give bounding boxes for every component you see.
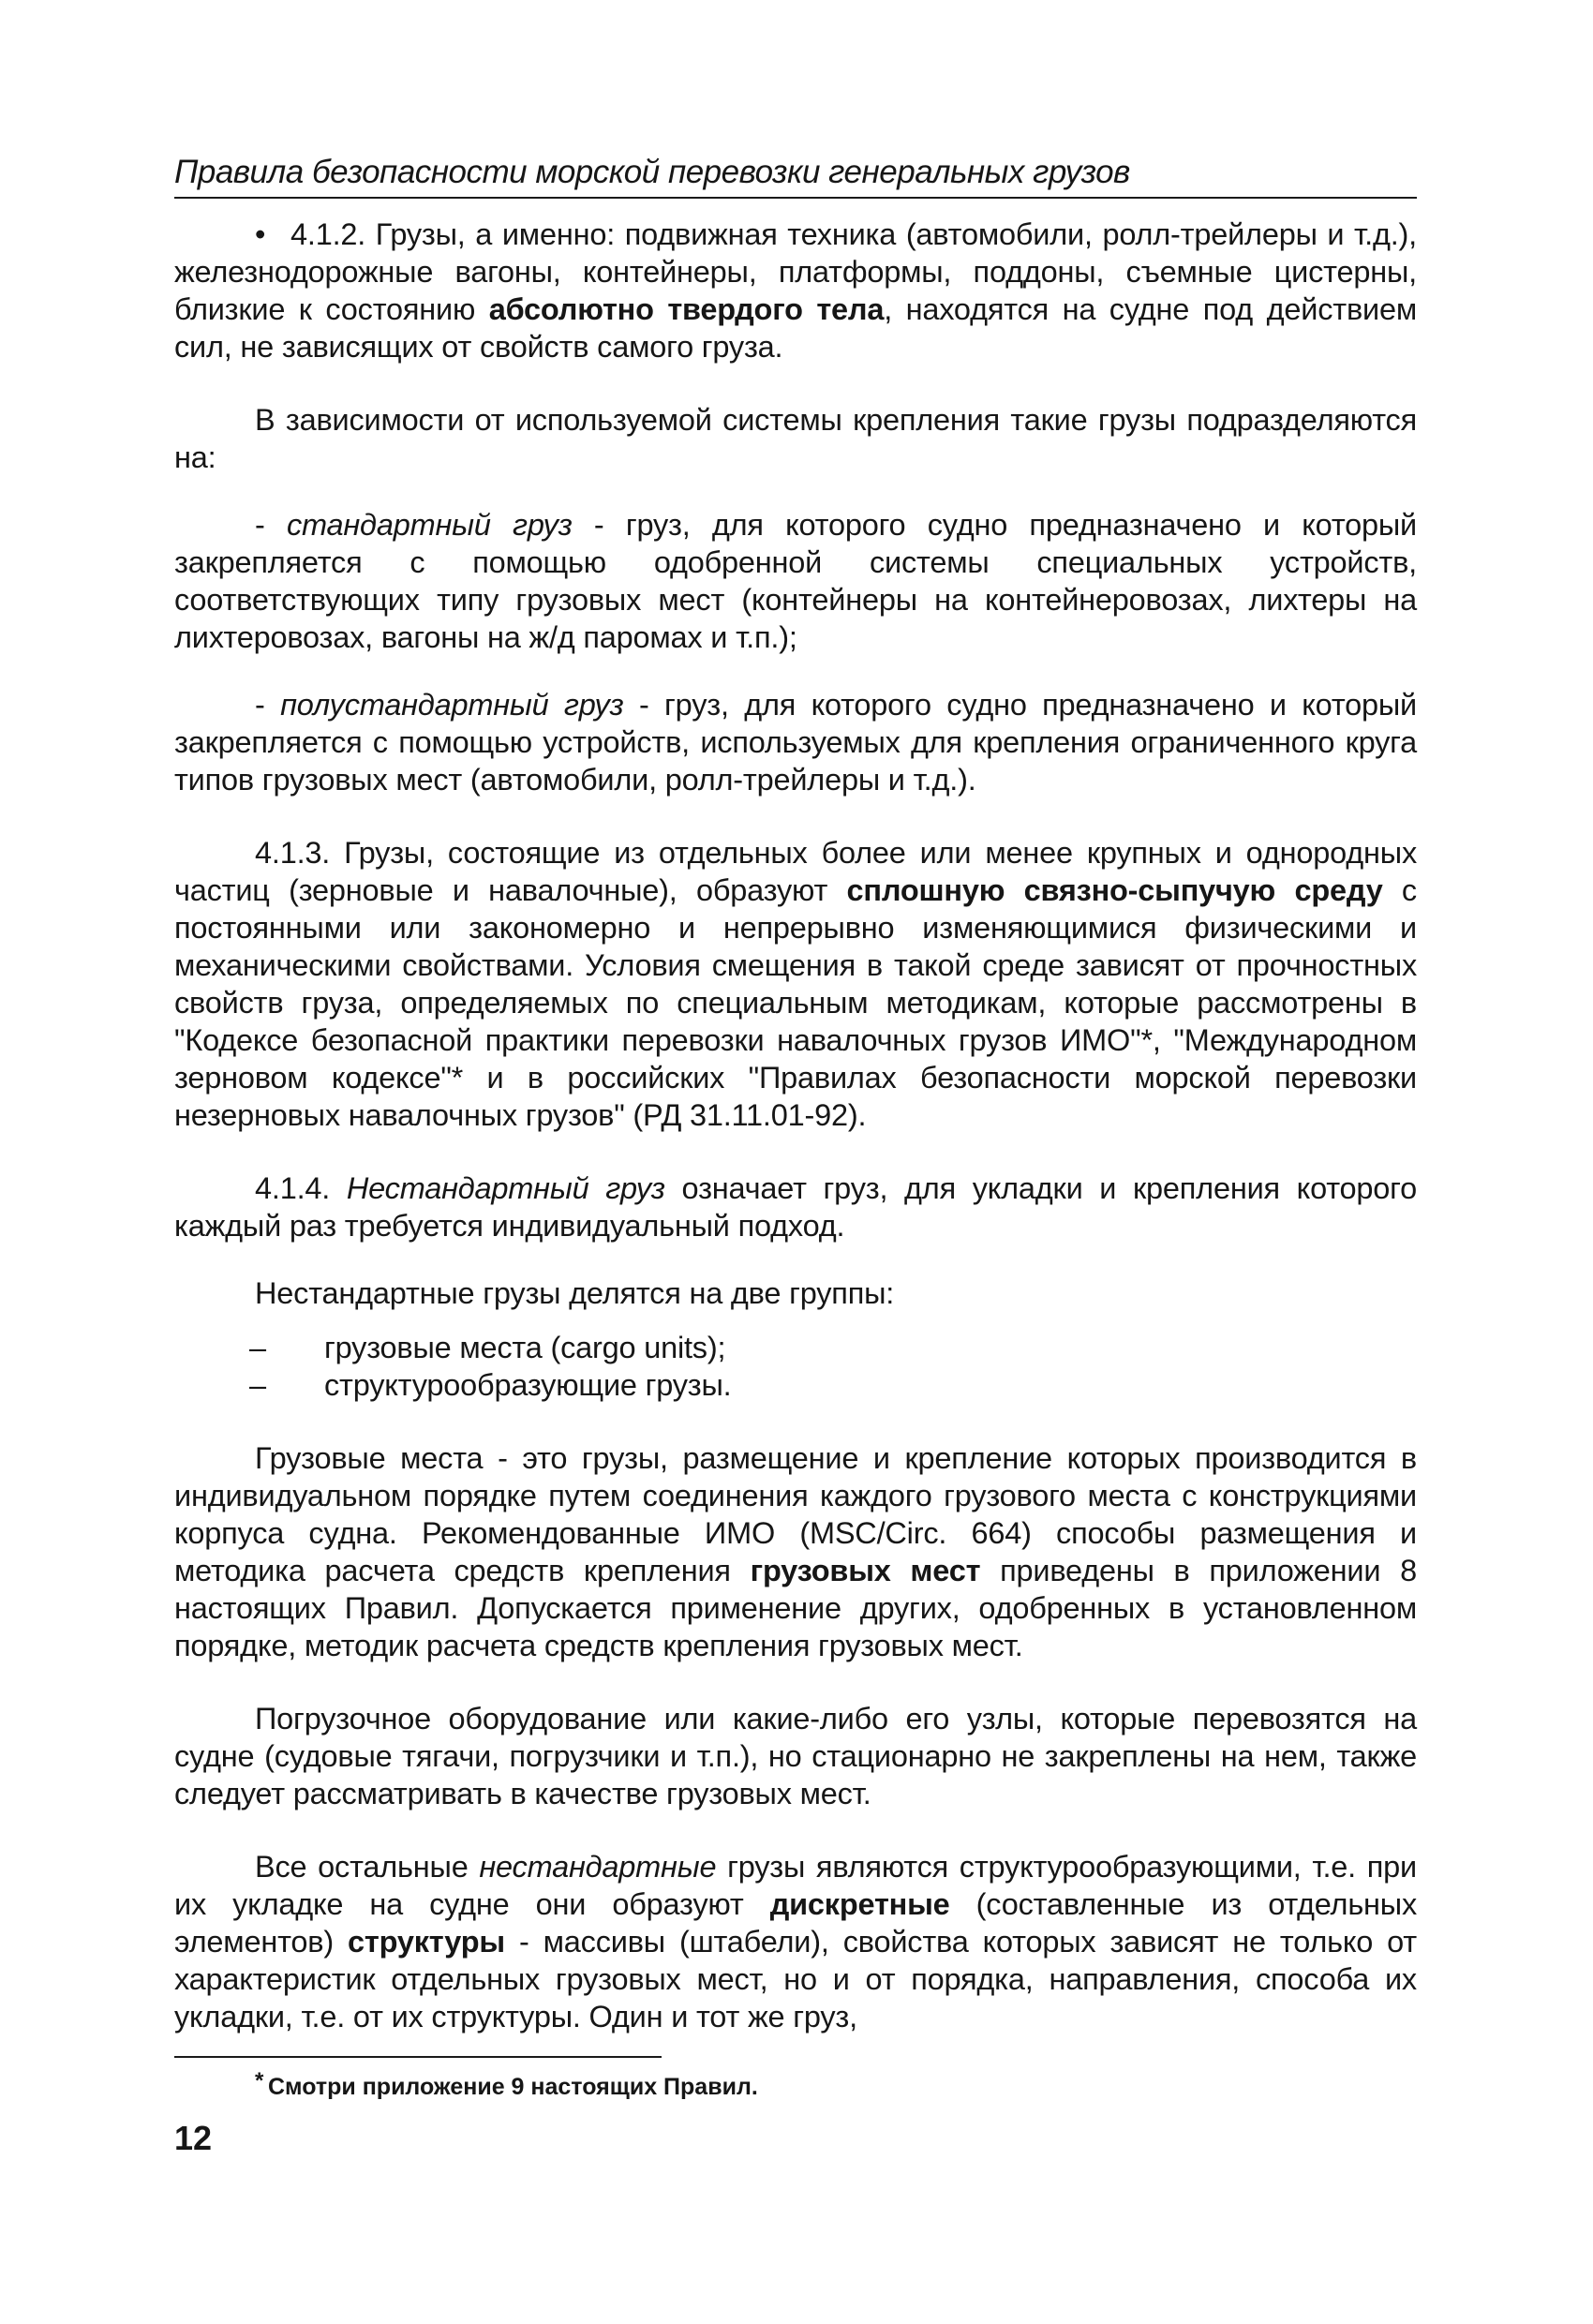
- italic-term: стандартный груз: [286, 508, 573, 542]
- bullet-mark: •: [255, 217, 266, 251]
- paragraph-text: Грузовые места - это грузы, размещение и крепление которых производится в индивидуальном порядке путем соединения каждого грузового места с конструкциями корпуса судна. Рекомендованные ИМО (MSC/Circ. 664) способы размещения и методика расчета средств крепления: [174, 1441, 1417, 1587]
- paragraph-text: -: [255, 508, 287, 542]
- bold-term: грузовых мест: [750, 1554, 981, 1587]
- cargo-group-list: [174, 1329, 1417, 1404]
- dash-mark: –: [249, 1368, 266, 1402]
- paragraph-text: 4.1.4.: [255, 1171, 347, 1205]
- dash-mark: –: [249, 1331, 266, 1364]
- paragraph-text: В зависимости от используемой системы крепления такие грузы подразделяются на:: [174, 403, 1417, 474]
- bold-term: сплошную связно-сыпучую среду: [846, 873, 1383, 907]
- paragraph-loading-equipment: [174, 1700, 1417, 1812]
- list-item-text: грузовые места (cargo units);: [324, 1331, 726, 1364]
- paragraph-text: , находятся на судне под действием сил, не зависящих от свойств самого груза.: [174, 292, 1417, 364]
- paragraph-text: (составленные из отдельных элементов): [174, 1887, 1418, 1959]
- italic-term: Нестандартный груз: [346, 1171, 665, 1205]
- paragraph-cargo-units: [174, 1439, 1417, 1664]
- page-body: [174, 216, 1417, 2035]
- paragraph-4-1-3: [174, 834, 1417, 1134]
- list-item-text: структурообразующие грузы.: [324, 1368, 732, 1402]
- paragraph-text: с постоянными или закономерно и непрерывно изменяющимися физическими и механическими свойствами. Условия смещения в такой среде зависят от прочностных свойств груза, определяемых по специальным методикам, которые рассмотрены в "Кодексе безопасной практики перевозки навалочных грузов ИМО"*, "Международном зерновом кодексе"* и в российских "Правилах безопасности морской перевозки незерновых навалочных грузов" (РД 31.11.01-92).: [174, 873, 1417, 1132]
- paragraph-text: -: [255, 688, 281, 722]
- paragraph-text: - массивы (штабели), свойства которых зависят не только от характеристик отдельных грузовых мест, но и от порядка, направления, способа их укладки, т.е. от их структуры. Один и тот же груз,: [174, 1925, 1417, 2034]
- paragraph-text: грузы являются структурообразующими, т.е. при их укладке на судне они образуют: [174, 1850, 1418, 1921]
- running-header: Правила безопасности морской перевозки генеральных грузов: [174, 150, 1417, 199]
- footnote-divider: [174, 2056, 662, 2058]
- italic-term: полустандартный груз: [280, 688, 624, 722]
- footnote: [255, 2068, 758, 2101]
- paragraph-text: Нестандартные грузы делятся на две группы:: [255, 1276, 895, 1310]
- bold-term: дискретные: [769, 1887, 950, 1921]
- paragraph-text: - груз, для которого судно предназначено и который закрепляется с помощью одобренной системы специальных устройств, соответствующих типу грузовых мест (контейнеры на контейнеровозах, лихтеры на лихтеровозах, вагоны на ж/д паромах и т.п.);: [174, 508, 1418, 654]
- paragraph-two-groups: [174, 1274, 1417, 1312]
- italic-term: нестандартные: [479, 1850, 717, 1884]
- paragraph-semi-standard-cargo: [174, 686, 1417, 798]
- paragraph-text: 4.1.3. Грузы, состоящие из отдельных более или менее крупных и однородных частиц (зерновые и навалочные), образуют: [174, 836, 1417, 907]
- list-item: [174, 1329, 1417, 1366]
- list-item: [174, 1366, 1417, 1404]
- paragraph-structure-forming: [174, 1848, 1417, 2035]
- paragraph-4-1-2: [174, 216, 1417, 365]
- paragraph-4-1-4: [174, 1169, 1417, 1244]
- footnote-marker: *: [255, 2068, 264, 2093]
- paragraph-text: приведены в приложении 8 настоящих Правил. Допускается применение других, одобренных в установленном порядке, методик расчета средств крепления грузовых мест.: [174, 1554, 1417, 1662]
- paragraph-text: 4.1.2. Грузы, а именно: подвижная техника (автомобили, ролл-трейлеры и т.д.), железнодорожные вагоны, контейнеры, платформы, поддоны, съемные цистерны, близкие к состоянию: [174, 217, 1417, 326]
- bold-term: абсолютно твердого тела: [488, 292, 885, 326]
- paragraph-text: - груз, для которого судно предназначено и который закрепляется с помощью устройств, используемых для крепления ограниченного круга типов грузовых мест (автомобили, ролл-трейлеры и т.д.).: [174, 688, 1418, 797]
- footnote-text: Смотри приложение 9 настоящих Правил.: [268, 2074, 758, 2100]
- paragraph-text: Погрузочное оборудование или какие-либо его узлы, которые перевозятся на судне (судовые тягачи, погрузчики и т.п.), но стационарно не закреплены на нем, также следует рассматривать в качестве грузовых мест.: [174, 1702, 1417, 1810]
- paragraph-securing-systems: [174, 401, 1417, 476]
- bold-term: структуры: [348, 1925, 505, 1959]
- page-number: 12: [174, 2119, 213, 2157]
- paragraph-text: означает груз, для укладки и крепления которого каждый раз требуется индивидуальный подход.: [174, 1171, 1417, 1243]
- paragraph-text: Все остальные: [255, 1850, 480, 1884]
- paragraph-standard-cargo: [174, 506, 1417, 656]
